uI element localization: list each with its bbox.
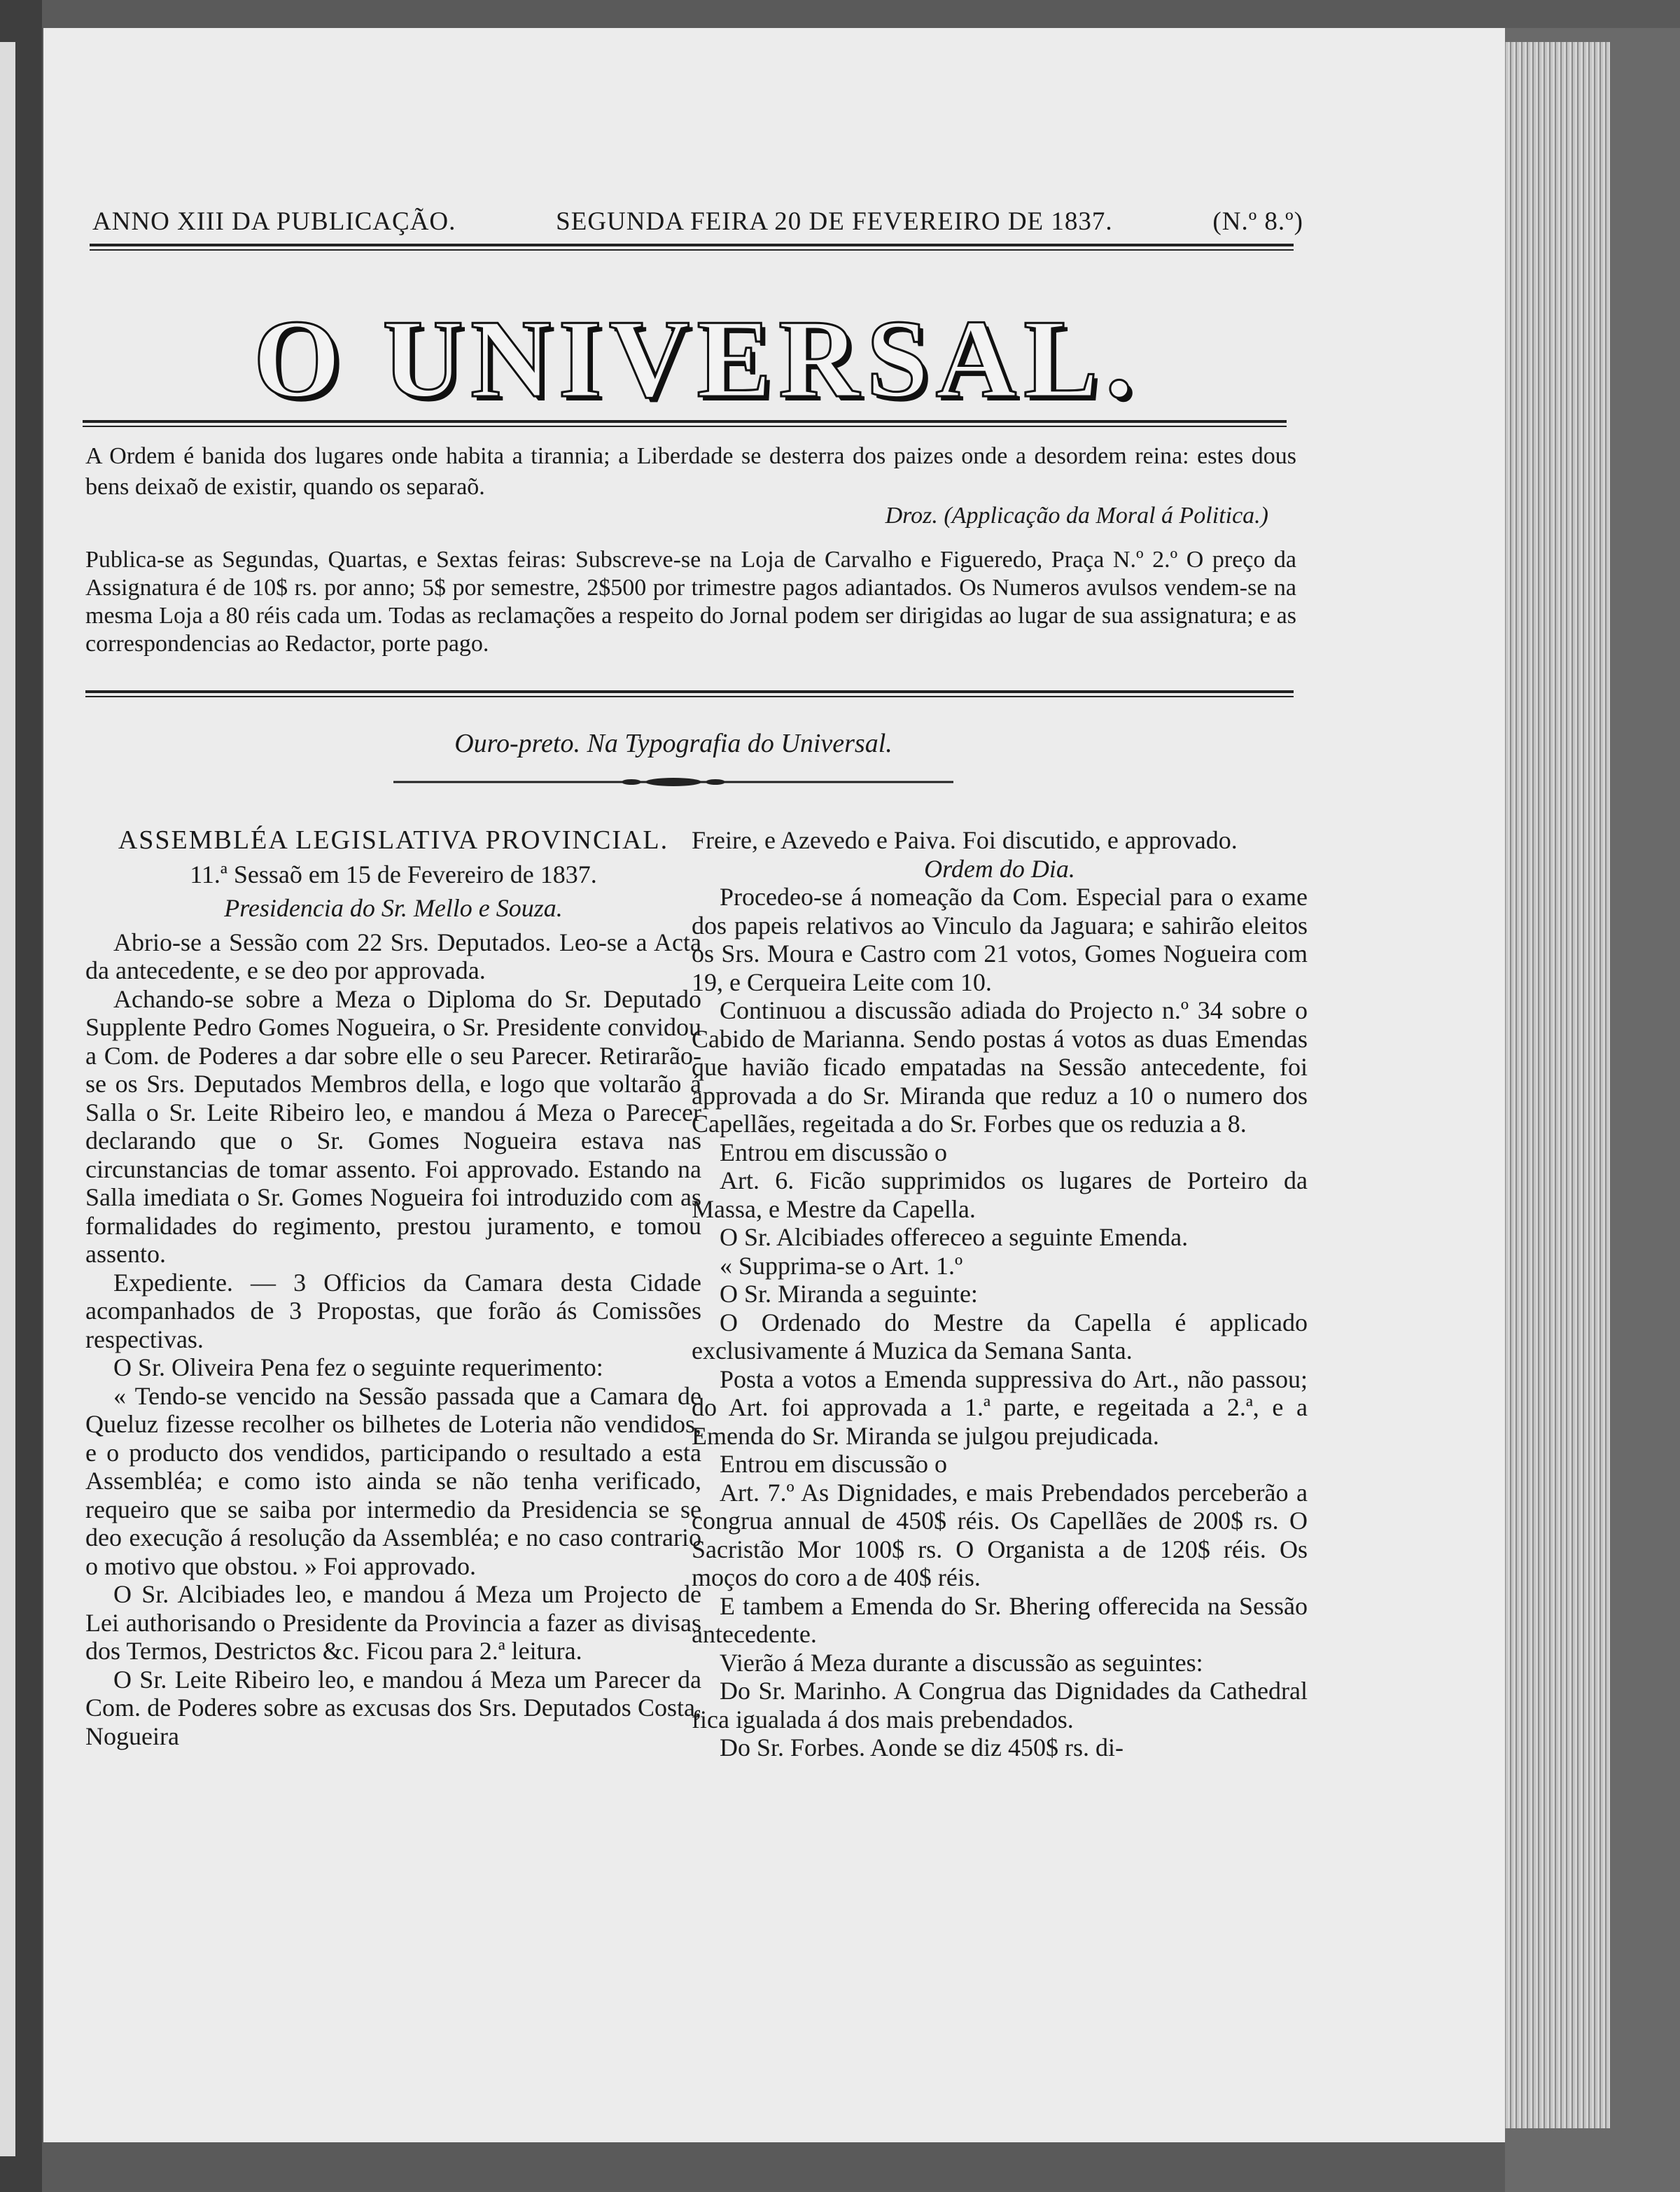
section-heading: ASSEMBLÉA LEGISLATIVA PROVINCIAL. — [118, 825, 669, 855]
session-line: 11.ª Sessaõ em 15 de Fevereiro de 1837. — [190, 860, 597, 888]
paragraph: Posta a votos a Emenda suppressiva do Art., não passou; do Art. foi approvada a 1.ª parte, e regeitada a 2.ª, e a Emenda do Sr. Miranda se julgou prejudicada. — [692, 1364, 1308, 1450]
header-number: (N.º 8.º) — [1212, 207, 1303, 236]
paragraph: O Sr. Miranda a seguinte: — [720, 1280, 978, 1308]
motto-attribution: Droz. (Applicação da Moral á Politica.) — [885, 503, 1268, 529]
motto-text: A Ordem é banida dos lugares onde habita a tirannia; a Liberdade se desterra dos paizes onde a desordem reina: estes dous bens deixaõ de existir, quando os separaõ. — [85, 443, 1296, 500]
left-column — [85, 826, 701, 1750]
continuation-text: Freire, e Azevedo e Paiva. Foi discutido, e approvado. — [692, 826, 1238, 854]
order-heading: Ordem do Dia. — [924, 854, 1075, 883]
left-page-edge — [0, 42, 15, 2156]
paragraph: Abrio-se a Sessão com 22 Srs. Deputados. Leo-se a Acta da antecedente, e se deo por approvada. — [85, 928, 701, 984]
paragraph: Entrou em discussão o — [720, 1450, 947, 1478]
paragraph: Do Sr. Forbes. Aonde se diz 450$ rs. di- — [720, 1733, 1124, 1761]
paragraph: O Ordenado do Mestre da Capella é applicado exclusivamente á Muzica da Semana Santa. — [692, 1308, 1308, 1364]
info-rule — [85, 690, 1294, 697]
newspaper-page — [43, 28, 1505, 2142]
paragraph: Expediente. — 3 Officios da Camara desta Cidade acompanhados de 3 Propostas, que forão ás Comissões respectivas. — [85, 1268, 701, 1353]
paragraph: O Sr. Oliveira Pena fez o seguinte requerimento: — [113, 1353, 603, 1381]
right-column — [692, 826, 1308, 1762]
header-rule — [90, 244, 1294, 251]
page-stack-edges — [1491, 42, 1610, 2128]
masthead-rule — [83, 420, 1287, 427]
paragraph: Continuou a discussão adiada do Projecto n.º 34 sobre o Cabido de Marianna. Sendo postas á votos as duas Emendas que havião ficado empatadas na Sessão antecedente, foi approvada a do Sr. Miranda que reduz a 10 o numero dos Capellães, regeitada a do Sr. Forbes que os reduzia a 8. — [692, 996, 1308, 1138]
header-year: ANNO XIII DA PUBLICAÇÃO. — [92, 207, 456, 236]
paragraph: Entrou em discussão o — [720, 1138, 947, 1166]
paragraph: « Tendo-se vencido na Sessão passada que a Camara de Queluz fizesse recolher os bilhetes de Loteria não vendidos, e o producto dos vendidos, participando o resultado a esta Assembléa; e como isto ainda se não tenha verificado, requeiro que se saiba por intermedio da Presidencia se se deo execução á resolução da Assembléa; e no caso contrario o motivo que obstou. » Foi approvado. — [85, 1381, 701, 1580]
paragraph: Vierão á Meza durante a discussão as seguintes: — [720, 1648, 1203, 1677]
paragraph: Art. 7.º As Dignidades, e mais Prebendados perceberão a congrua annual de 450$ réis. Os Capellães de 200$ rs. O Sacristão Mor 100$ rs. O Organista a de 120$ réis. Os moços do coro a de 40$ réis. — [692, 1478, 1308, 1591]
presidency-line: Presidencia do Sr. Mello e Souza. — [224, 894, 563, 922]
header-line — [92, 207, 1303, 237]
paragraph: Art. 6. Ficão supprimidos os lugares de Porteiro da Massa, e Mestre da Capella. — [692, 1166, 1308, 1223]
publication-info: Publica-se as Segundas, Quartas, e Sextas feiras: Subscreve-se na Loja de Carvalho e Figueredo, Praça N.º 2.º O preço da Assignatura é de 10$ rs. por anno; 5$ por semestre, 2$500 por trimestre pagos adiantados. Os Numeros avulsos vendem-se na mesma Loja a 80 réis cada um. Todas as reclamações a respeito do Jornal podem ser dirigidas ao lugar de sua assignatura; e as correspondencias ao Redactor, porte pago. — [85, 547, 1296, 657]
ornament-divider — [393, 777, 953, 787]
masthead-title: O UNIVERSAL. — [253, 296, 1140, 421]
paragraph: Do Sr. Marinho. A Congrua das Dignidades da Cathedral fica igualada á dos mais prebendados. — [692, 1677, 1308, 1733]
paragraph: Achando-se sobre a Meza o Diploma do Sr. Deputado Supplente Pedro Gomes Nogueira, o Sr. Presidente convidou a Com. de Poderes a dar sobre elle o seu Parecer. Retirarão-se os Srs. Deputados Membros della, e logo que voltarão á Salla o Sr. Leite Ribeiro leo, e mandou á Meza o Parecer declarando que o Sr. Gomes Nogueira estava nas circunstancias de tomar assento. Foi approvado. Estando na Salla imediata o Sr. Gomes Nogueira foi introduzido com as formalidades do regimento, prestou juramento, e tomou assento. — [85, 984, 701, 1268]
imprint: Ouro-preto. Na Typografia do Universal. — [454, 729, 892, 758]
header-date: SEGUNDA FEIRA 20 DE FEVEREIRO DE 1837. — [556, 207, 1113, 236]
paragraph: E tambem a Emenda do Sr. Bhering offerecida na Sessão antecedente. — [692, 1591, 1308, 1648]
paragraph: Procedeo-se á nomeação da Com. Especial para o exame dos papeis relativos ao Vinculo da Jaguara; e sahirão eleitos os Srs. Moura e Castro com 21 votos, Gomes Nogueira com 19, e Cerqueira Leite com 10. — [692, 883, 1308, 996]
paragraph: O Sr. Leite Ribeiro leo, e mandou á Meza um Parecer da Com. de Poderes sobre as excusas dos Srs. Deputados Costa, Nogueira — [85, 1665, 701, 1750]
paragraph: « Supprima-se o Art. 1.º — [720, 1251, 963, 1280]
paragraph: O Sr. Alcibiades offereceo a seguinte Emenda. — [720, 1223, 1189, 1251]
paragraph: O Sr. Alcibiades leo, e mandou á Meza um Projecto de Lei authorisando o Presidente da Provincia a fazer as divisas dos Termos, Destrictos &c. Ficou para 2.ª leitura. — [85, 1580, 701, 1665]
